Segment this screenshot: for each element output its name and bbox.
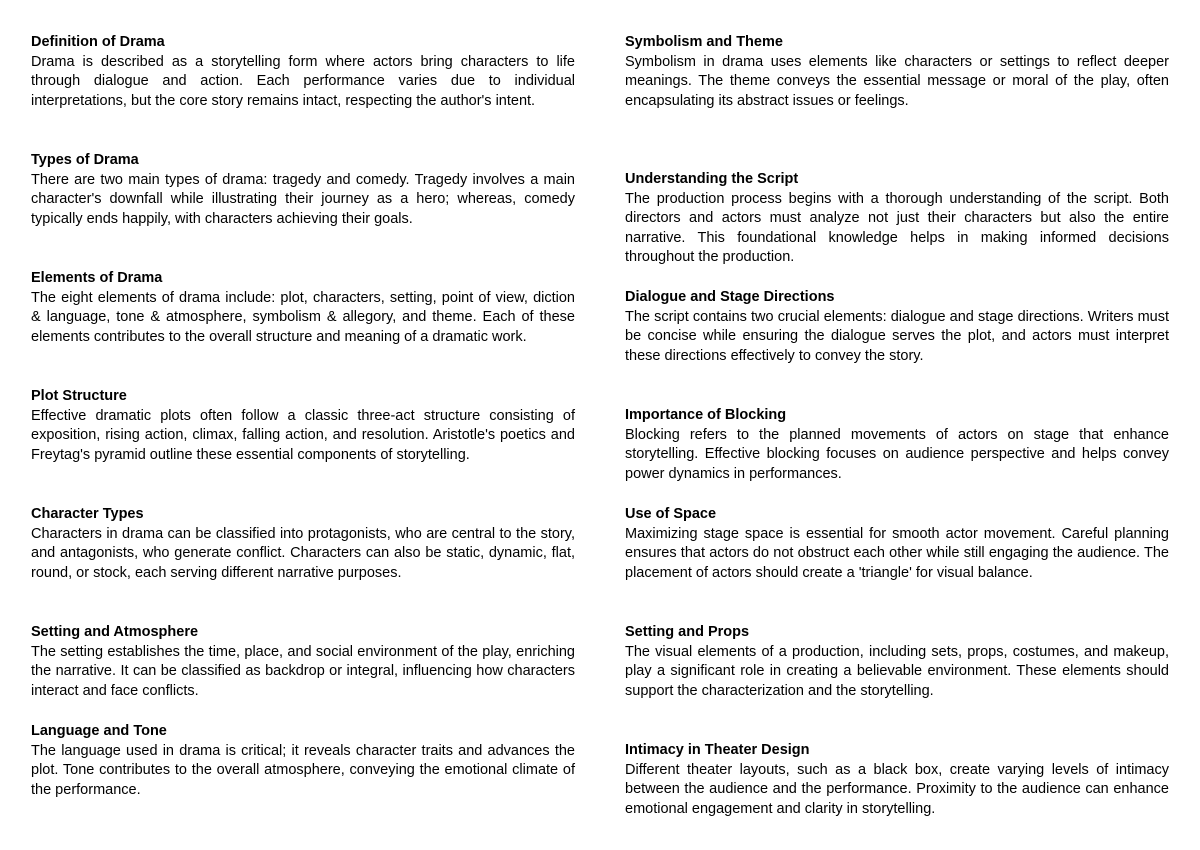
section-body: Blocking refers to the planned movements of actors on stage that enhance storytelling. Effective blocking focuses on audience perspective and helps convey power dynamics in performances. <box>625 426 1169 482</box>
section-heading: Understanding the Script <box>625 171 799 187</box>
section-definition-of-drama <box>31 33 575 111</box>
section-heading: Use of Space <box>625 506 717 522</box>
section-intimacy-in-theater-design <box>625 741 1169 819</box>
section-heading: Setting and Props <box>625 624 750 640</box>
section-heading: Intimacy in Theater Design <box>625 742 810 758</box>
section-understanding-the-script <box>625 170 1169 268</box>
section-character-types <box>31 505 575 583</box>
section-body: The eight elements of drama include: plot, characters, setting, point of view, diction & language, tone & atmosphere, symbolism & allegory, and theme. Each of these elements contributes to the overall structure and meaning of a dramatic work. <box>31 289 575 345</box>
section-types-of-drama <box>31 151 575 229</box>
section-body: Drama is described as a storytelling form where actors bring characters to life through dialogue and action. Each performance varies due to individual interpretations, but the core story remains intact, respecting the author's intent. <box>31 53 575 109</box>
section-body: The production process begins with a thorough understanding of the script. Both directors and actors must analyze not just their characters but also the entire narrative. This foundational knowledge helps in making informed decisions throughout the production. <box>625 190 1169 265</box>
section-heading: Types of Drama <box>31 152 139 168</box>
section-body: Effective dramatic plots often follow a classic three-act structure consisting of exposition, rising action, climax, falling action, and resolution. Aristotle's poetics and Freytag's pyramid outline these essential components of storytelling. <box>31 407 575 463</box>
section-dialogue-and-stage-directions <box>625 288 1169 366</box>
section-body: Different theater layouts, such as a black box, create varying levels of intimacy between the audience and the performance. Proximity to the audience can enhance emotional engagement and clarity in storytelling. <box>625 761 1169 817</box>
section-setting-and-atmosphere <box>31 623 575 701</box>
section-body: There are two main types of drama: tragedy and comedy. Tragedy involves a main character's downfall while illustrating their journey as a hero; whereas, comedy typically ends happily, with characters achieving their goals. <box>31 171 575 227</box>
section-setting-and-props <box>625 623 1169 701</box>
section-body: The script contains two crucial elements: dialogue and stage directions. Writers must be concise while ensuring the dialogue serves the plot, and actors must interpret these directions effectively to convey the story. <box>625 308 1169 364</box>
section-heading: Importance of Blocking <box>625 407 787 423</box>
section-heading: Definition of Drama <box>31 34 165 50</box>
section-heading: Dialogue and Stage Directions <box>625 289 835 305</box>
section-heading: Language and Tone <box>31 723 167 739</box>
section-body: The language used in drama is critical; it reveals character traits and advances the plot. Tone contributes to the overall atmosphere, conveying the emotional climate of the performance. <box>31 742 575 798</box>
section-importance-of-blocking <box>625 406 1169 484</box>
section-body: The setting establishes the time, place, and social environment of the play, enriching the narrative. It can be classified as backdrop or integral, influencing how characters interact and face conflicts. <box>31 643 575 699</box>
section-use-of-space <box>625 505 1169 583</box>
section-language-and-tone <box>31 722 575 800</box>
section-heading: Symbolism and Theme <box>625 34 783 50</box>
section-heading: Plot Structure <box>31 388 127 404</box>
section-body: Characters in drama can be classified into protagonists, who are central to the story, and antagonists, who generate conflict. Characters can also be static, dynamic, flat, round, or stock, each serving different narrative purposes. <box>31 525 575 581</box>
section-symbolism-and-theme <box>625 33 1169 111</box>
section-heading: Setting and Atmosphere <box>31 624 199 640</box>
section-body: Maximizing stage space is essential for smooth actor movement. Careful planning ensures that actors do not obstruct each other while still engaging the audience. The placement of actors should create a 'triangle' for visual balance. <box>625 525 1169 581</box>
section-plot-structure <box>31 387 575 465</box>
section-body: Symbolism in drama uses elements like characters or settings to reflect deeper meanings. The theme conveys the essential message or moral of the play, often encapsulating its abstract issues or feelings. <box>625 53 1169 109</box>
section-body: The visual elements of a production, including sets, props, costumes, and makeup, play a significant role in creating a believable environment. These elements should support the characterization and the storytelling. <box>625 643 1169 699</box>
section-heading: Elements of Drama <box>31 270 163 286</box>
section-heading: Character Types <box>31 506 144 522</box>
section-elements-of-drama <box>31 269 575 347</box>
